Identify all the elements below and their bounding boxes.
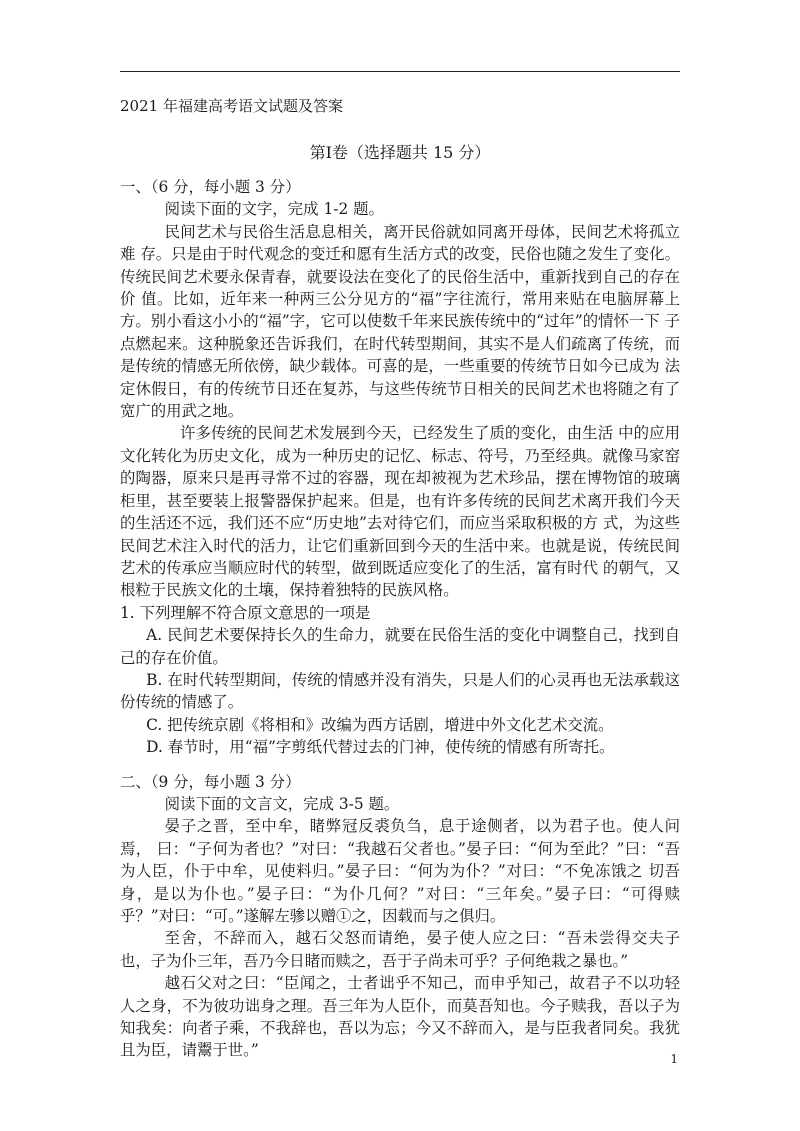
- part2-paragraph-1: 晏子之晋，至中牟，睹弊冠反裘负刍，息于途侧者，以为君子也。使人问焉， 曰：“子何为者也？”对曰：“我越石父者也。”晏子曰：“何为至此？”曰：“吾为人臣，仆于中牟，见使料归。”晏子曰：“何为为仆？”对曰：“不免冻饿之 切吾身，是以为仆也。”晏子曰：“为仆几何？”对曰：“三年矣。”晏子曰：“可得赎乎？”对曰：“可。”遂解左骖以赠①之，因载而与之俱归。: [120, 817, 680, 925]
- part1-instruction: 阅读下面的文字，完成 1-2 题。: [164, 200, 384, 219]
- part2-paragraph-3: 越石父对之曰：“臣闻之，士者诎乎不知己，而申乎知己，故君子不以功轻人之身，不为彼功诎身之理。吾三年为人臣仆，而莫吾知也。今子赎我，吾以子为知我矣：向者子乘，不我辞也，吾以为忘；今又不辞而入，是与臣我者同矣。我犹且为臣，请鬻于世。”: [120, 974, 680, 1060]
- part2-heading: 二、（9 分，每小题 3 分）: [120, 772, 301, 791]
- section-title: 第Ⅰ卷（选择题共 15 分）: [309, 143, 491, 162]
- part1-paragraph-1: 民间艺术与民俗生活息息相关，离开民俗就如同离开母体，民间艺术将孤立难 存。只是由于时代观念的变迁和愿有生活方式的改变，民俗也随之发生了变化。传统民间艺术要永保青春，就要设法在变化了的民俗生活中，重新找到自己的存在价 值。比如，近年来一种两三公分见方的“福”字往流行，常用来贴在电脑屏幕上方。别小看这小小的“福”字，它可以使数千年来民族传统中的“过年”的情怀一下 子点燃起来。这种脱象还告诉我们，在时代转型期间，其实不是人们疏离了传统，而是传统的情感无所依傍，缺少载体。可喜的是，一些重要的传统节日如今已成为 法定休假日，有的传统节日还在复苏，与这些传统节日相关的民间艺术也将随之有了宽广的用武之地。: [120, 222, 680, 421]
- document-body: [120, 176, 680, 1062]
- document-title: 2021 年福建高考语文试题及答案: [120, 97, 343, 115]
- part1-heading: 一、（6 分，每小题 3 分）: [120, 178, 301, 196]
- option-b: B. 在时代转型期间，传统的情感并没有消失，只是人们的心灵再也无法承载这份传统的情感了。: [120, 670, 680, 712]
- header-rule: [120, 71, 680, 72]
- question-1: 1. 下列理解不符合原文意思的一项是: [120, 603, 371, 622]
- page-number: 1: [670, 1052, 678, 1066]
- option-a: A. 民间艺术要保持长久的生命力，就要在民俗生活的变化中调整自己，找到自己的存在价值。: [120, 626, 680, 667]
- part1-paragraph-2: 许多传统的民间艺术发展到今天，已经发生了质的变化，由生活 中的应用文化转化为历史文化，成为一种历史的记忆、标志、符号，乃至经典。就像马家窑的陶器，原来只是再寻常不过的容器，现在却被视为艺术珍品，摆在博物馆的玻璃柜里，甚至要装上报警器保护起来。但是，也有许多传统的民间艺术离开我们今天的生活还不远，我们还不应“历史地”去对待它们，而应当采取积极的方 式，为这些民间艺术注入时代的活力，让它们重新回到今天的生活中来。也就是说，传统民间艺术的传承应当顺应时代的转型，做到既适应变化了的生活，富有时代 的朝气，又根粒于民族文化的土壤，保持着独特的民族风格。: [120, 424, 680, 600]
- option-d: D. 春节时，用“福”字剪纸代替过去的门神，使传统的情感有所寄托。: [146, 738, 615, 757]
- part2-instruction: 阅读下面的文言文，完成 3-5 题。: [164, 794, 400, 813]
- option-c: C. 把传统京剧《将相和》改编为西方话剧，增进中外文化艺术交流。: [146, 715, 614, 734]
- part2-paragraph-2: 至舍，不辞而入，越石父怒而请绝，晏子使人应之曰：“吾未尝得交夫子也，子为仆三年，吾乃今日睹而赎之，吾于子尚未可乎？子何绝栽之暴也。”: [120, 929, 680, 970]
